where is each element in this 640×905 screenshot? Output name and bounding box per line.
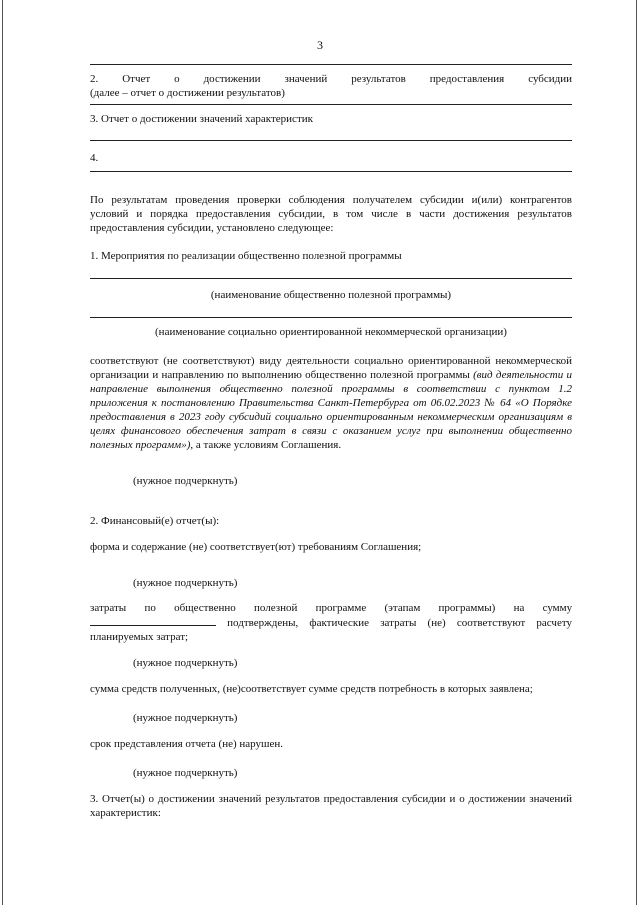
report-item-4: 4. bbox=[90, 152, 99, 164]
section1-body-italic: (вид деятельности и направление выполнения общественно полезной программы в соответствии с пунктом 1.2 приложения к постановлению Правительства Санкт-Петербурга от 06.02.2023 № 64 «О Порядке предоставления в 2023 году субсидий социально ориентированным некоммерческим организациям в целях финансового обеспечения затрат в связи с оказанием услуг при выполнении общественно полезных программ») bbox=[90, 369, 572, 451]
underline-note-3: (нужное подчеркнуть) bbox=[133, 657, 238, 669]
section1-body-text: соответствуют (не соответствуют) виду деятельности социально ориентированной некоммерческой организации и направлению по выполнению общественно полезной программы bbox=[90, 355, 572, 381]
page-number: 3 bbox=[317, 38, 323, 52]
underline-note-2: (нужное подчеркнуть) bbox=[133, 577, 238, 589]
org-name-line bbox=[90, 317, 572, 318]
sum-text: сумма средств полученных, (не)соответствует сумме средств потребность в которых заявлена; bbox=[90, 683, 533, 695]
underline-note-1: (нужное подчеркнуть) bbox=[133, 475, 238, 487]
report-item-3: 3. Отчет о достижении значений характеристик bbox=[90, 113, 313, 125]
program-name-line bbox=[90, 278, 572, 279]
costs-line1: затраты по общественно полезной программе (этапам программы) на сумму bbox=[90, 602, 573, 614]
sum-blank-field[interactable] bbox=[90, 615, 216, 626]
section2-heading: 2. Финансовый(е) отчет(ы): bbox=[90, 515, 220, 527]
costs-line2: подтверждены, фактические затраты (не) соответствуют расчету bbox=[90, 615, 572, 630]
section3-heading: 3. Отчет(ы) о достижении значений результатов предоставления субсидии и о достижении значений характеристик: bbox=[90, 793, 572, 819]
scan-edge-left bbox=[2, 0, 3, 905]
form-content-text: форма и содержание (не) соответствует(ют) требованиям Соглашения; bbox=[90, 541, 422, 553]
section1-heading: 1. Мероприятия по реализации общественно полезной программы bbox=[90, 250, 402, 262]
costs-paragraph bbox=[90, 601, 572, 644]
section1-body-tail: , а также условиям Соглашения. bbox=[190, 439, 342, 451]
divider bbox=[90, 64, 572, 65]
report-item-2-line1: 2. Отчет о достижении значений результатов предоставления субсидии bbox=[90, 73, 573, 85]
scan-edge-right bbox=[636, 0, 637, 905]
underline-note-5: (нужное подчеркнуть) bbox=[133, 767, 238, 779]
report-item-2 bbox=[90, 72, 572, 100]
deadline-text: срок представления отчета (не) нарушен. bbox=[90, 738, 284, 750]
divider bbox=[90, 104, 572, 105]
program-name-caption: (наименование общественно полезной программы) bbox=[210, 289, 452, 301]
intro-paragraph: По результатам проведения проверки соблюдения получателем субсидии и(или) контрагентов условий и порядка предоставления субсидии, в том числе в части достижения результатов предоставления субсидии, установлено следующее: bbox=[90, 194, 572, 234]
org-name-caption: (наименование социально ориентированной некоммерческой организации) bbox=[155, 326, 507, 338]
underline-note-4: (нужное подчеркнуть) bbox=[133, 712, 238, 724]
report-item-2-line2: (далее – отчет о достижении результатов) bbox=[90, 87, 285, 99]
section1-body bbox=[90, 354, 572, 452]
divider bbox=[90, 171, 572, 172]
costs-line3: планируемых затрат; bbox=[90, 631, 189, 643]
divider bbox=[90, 140, 572, 141]
